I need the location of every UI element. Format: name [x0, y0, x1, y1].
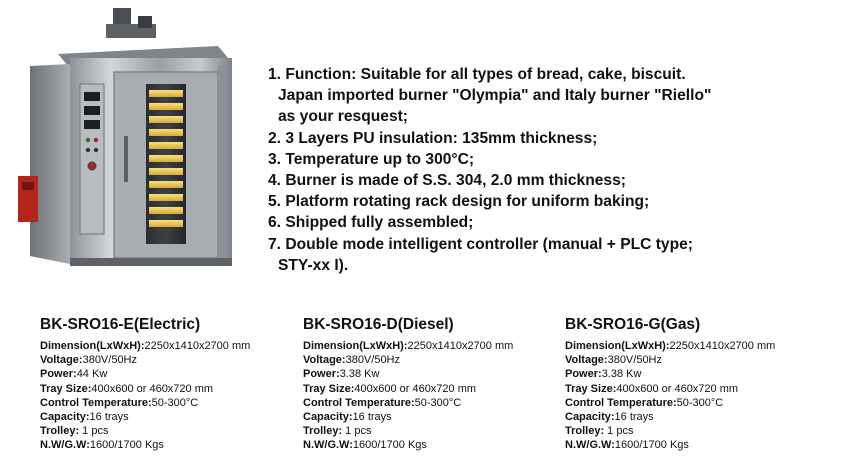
spec-row	[303, 353, 553, 367]
spec-value: 16 trays	[614, 411, 654, 424]
spec-row	[565, 367, 815, 381]
spec-value: 16 trays	[89, 411, 129, 424]
spec-row	[565, 424, 815, 438]
spec-value: 2250x1410x2700 mm	[669, 340, 776, 352]
spec-row	[40, 438, 290, 452]
spec-row	[303, 367, 553, 381]
spec-label: Trolley:	[565, 425, 605, 438]
spec-value: 1600/1700 Kgs	[614, 439, 689, 452]
spec-row	[303, 339, 553, 353]
spec-label: Control Temperature:	[303, 396, 415, 409]
model-diesel	[303, 315, 553, 453]
spec-value: 44 Kw	[76, 368, 108, 381]
spec-row	[565, 339, 815, 353]
spec-label: Control Temperature:	[565, 396, 677, 409]
spec-row	[565, 396, 815, 410]
spec-row	[303, 438, 553, 452]
feature-line: 5. Platform rotating rack design for uniform baking;	[268, 193, 650, 211]
feature-list	[268, 64, 828, 276]
feature-line: 7. Double mode intelligent controller (manual + PLC type;	[268, 235, 693, 253]
spec-value: 380V/50Hz	[82, 354, 138, 367]
feature-line: 6. Shipped fully assembled;	[268, 214, 474, 232]
spec-row	[40, 424, 290, 438]
feature-line: as your resquest;	[278, 108, 408, 126]
spec-label: Control Temperature:	[40, 396, 152, 409]
spec-list	[303, 339, 553, 453]
spec-value: 50-300°C	[151, 396, 199, 409]
spec-label: Trolley:	[303, 425, 343, 438]
spec-label: N.W/G.W:	[40, 439, 90, 452]
feature-line: STY-xx I).	[278, 256, 349, 274]
spec-label: Trolley:	[40, 425, 80, 438]
spec-value: 2250x1410x2700 mm	[407, 340, 514, 352]
spec-value: 50-300°C	[676, 396, 724, 409]
model-electric	[40, 315, 290, 453]
feature-line: 4. Burner is made of S.S. 304, 2.0 mm thickness;	[268, 172, 626, 190]
spec-value: 1 pcs	[342, 425, 372, 438]
spec-label: Tray Size:	[40, 382, 92, 395]
spec-label: Tray Size:	[303, 382, 355, 395]
spec-row	[303, 424, 553, 438]
spec-label: N.W/G.W:	[565, 439, 615, 452]
spec-value: 380V/50Hz	[345, 354, 401, 367]
spec-row	[565, 410, 815, 424]
spec-row	[40, 410, 290, 424]
feature-line: 2. 3 Layers PU insulation: 135mm thickness;	[268, 129, 598, 147]
spec-label: Dimension(LxWxH):	[40, 340, 145, 352]
spec-row	[303, 410, 553, 424]
spec-label: Power:	[303, 368, 340, 381]
spec-value: 2250x1410x2700 mm	[144, 340, 251, 352]
feature-line: 1. Function: Suitable for all types of bread, cake, biscuit.	[268, 66, 686, 83]
spec-value: 380V/50Hz	[607, 354, 663, 367]
spec-list	[40, 339, 290, 453]
spec-label: N.W/G.W:	[303, 439, 353, 452]
oven-handle	[124, 136, 128, 182]
spec-label: Power:	[565, 368, 602, 381]
spec-row	[40, 382, 290, 396]
feature-line: 3. Temperature up to 300°C;	[268, 150, 475, 168]
spec-row	[565, 382, 815, 396]
model-title: BK-SRO16-D(Diesel)	[303, 316, 454, 333]
spec-label: Dimension(LxWxH):	[303, 340, 408, 352]
spec-row	[40, 367, 290, 381]
model-gas	[565, 315, 815, 453]
spec-value: 400x600 or 460x720 mm	[91, 382, 214, 395]
spec-label: Voltage:	[565, 354, 608, 367]
spec-list	[565, 339, 815, 453]
spec-value: 1600/1700 Kgs	[352, 439, 427, 452]
feature-line: Japan imported burner "Olympia" and Italy burner "Riello"	[278, 87, 712, 105]
spec-label: Power:	[40, 368, 77, 381]
spec-row	[565, 353, 815, 367]
spec-label: Dimension(LxWxH):	[565, 340, 670, 352]
spec-row	[303, 396, 553, 410]
spec-label: Capacity:	[303, 411, 353, 424]
spec-row	[565, 438, 815, 452]
spec-value: 1600/1700 Kgs	[89, 439, 164, 452]
oven-side-panel	[30, 64, 70, 264]
spec-value: 1 pcs	[79, 425, 109, 438]
spec-value: 3.38 Kw	[339, 368, 380, 381]
spec-row	[40, 353, 290, 367]
spec-value: 50-300°C	[414, 396, 462, 409]
spec-value: 400x600 or 460x720 mm	[354, 382, 477, 395]
rotary-oven-image	[18, 6, 243, 268]
spec-value: 3.38 Kw	[601, 368, 642, 381]
spec-value: 400x600 or 460x720 mm	[616, 382, 739, 395]
model-title: BK-SRO16-G(Gas)	[565, 316, 701, 333]
spec-row	[303, 382, 553, 396]
spec-label: Capacity:	[565, 411, 615, 424]
spec-value: 16 trays	[352, 411, 392, 424]
model-title: BK-SRO16-E(Electric)	[40, 316, 201, 333]
spec-label: Voltage:	[40, 354, 83, 367]
spec-label: Voltage:	[303, 354, 346, 367]
spec-value: 1 pcs	[604, 425, 634, 438]
spec-label: Tray Size:	[565, 382, 617, 395]
spec-row	[40, 339, 290, 353]
spec-row	[40, 396, 290, 410]
spec-label: Capacity:	[40, 411, 90, 424]
